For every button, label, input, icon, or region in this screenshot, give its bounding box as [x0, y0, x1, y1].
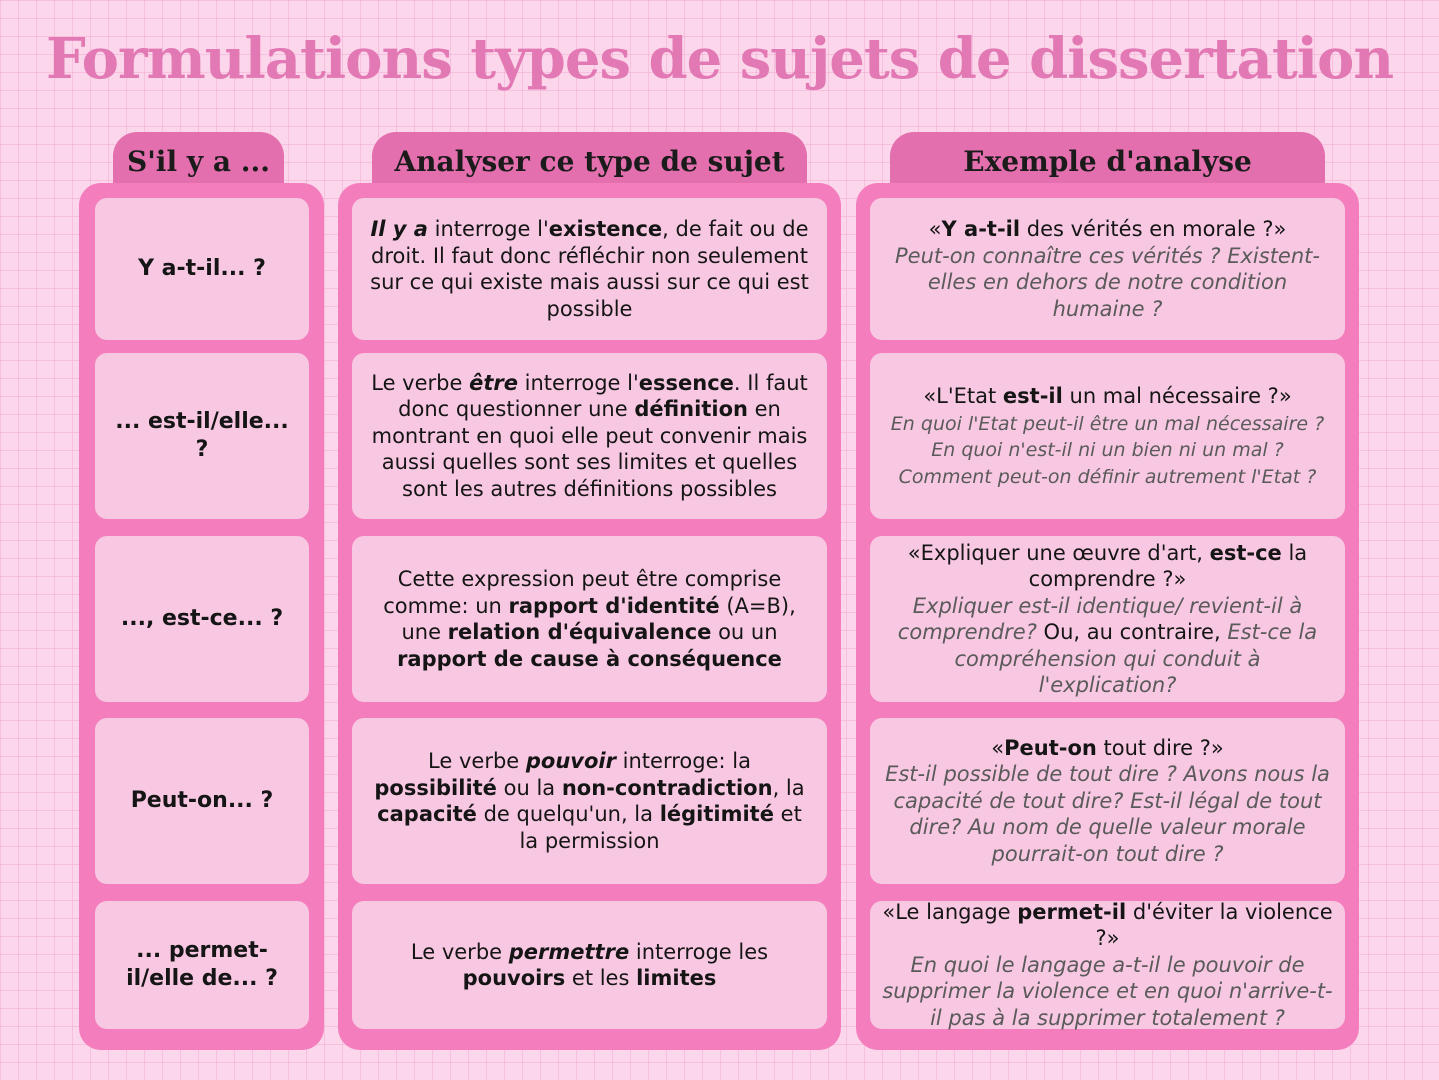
analyse-cell-essence	[352, 353, 827, 519]
sujet-text: ... permet-il/elle de... ?	[126, 938, 278, 991]
sujet-text: Y a-t-il... ?	[138, 256, 266, 281]
sujet-text: Peut-on... ?	[130, 788, 274, 813]
exemple-text: «Expliquer une œuvre d'art, est-ce la comprendre ?» Expliquer est-il identique/ revient-il à comprendre? Ou, au contraire, Est-ce la compréhension qui conduit à l'explication?	[897, 540, 1318, 697]
analyse-text: Cette expression peut être comprise comme: un rapport d'identité (A=B), une relation d'équivalence ou un rapport de cause à conséquence	[383, 567, 796, 671]
column-header-exemple-label: Exemple d'analyse	[963, 144, 1252, 178]
analyse-text: Le verbe pouvoir interroge: la possibilité ou la non-contradiction, la capacité de quelqu'un, la légitimité et la permission	[374, 749, 805, 853]
exemple-text: «Y a-t-il des vérités en morale ?» Peut-on connaître ces vérités ? Existent-elles en dehors de notre condition humaine ?	[895, 217, 1320, 321]
exemple-text: «Le langage permet-il d'éviter la violence ?» En quoi le langage a-t-il le pouvoir de supprimer la violence et en quoi n'arrive-t-il pas à la supprimer totalement ?	[882, 899, 1333, 1030]
column-header-exemple	[890, 132, 1325, 190]
sujet-text: ..., est-ce... ?	[120, 606, 284, 631]
exemple-cell-oeuvre-art	[870, 536, 1345, 702]
analyse-text: Le verbe permettre interroge les pouvoirs et les limites	[410, 939, 769, 990]
analyse-cell-permettre	[352, 901, 827, 1029]
column-header-analyse-label: Analyser ce type de sujet	[394, 144, 785, 178]
analyse-text: Le verbe être interroge l'essence. Il faut donc questionner une définition en montrant en quoi elle peut convenir mais aussi quelles sont ses limites et quelles sont les autres définitions possibles	[371, 370, 808, 501]
exemple-cell-etat-mal	[870, 353, 1345, 519]
exemple-text: «Peut-on tout dire ?» Est-il possible de tout dire ? Avons nous la capacité de tout dire? Est-il légal de tout dire? Au nom de quelle valeur morale pourrait-on tout dire ?	[885, 735, 1330, 866]
page-title: Formulations types de sujets de dissertation	[45, 26, 1394, 92]
analyse-cell-pouvoir	[352, 718, 827, 884]
analyse-cell-identite	[352, 536, 827, 702]
exemple-text: «L'Etat est-il un mal nécessaire ?» En quoi l'Etat peut-il être un mal nécessaire ? En quoi n'est-il ni un bien ni un mal ? Comment peut-on définir autrement l'Etat ?	[890, 384, 1325, 488]
column-header-analyse	[372, 132, 807, 190]
sujet-text: ... est-il/elle... ?	[115, 409, 289, 462]
sujet-cell-peut-on	[95, 718, 309, 884]
exemple-cell-tout-dire	[870, 718, 1345, 884]
sujet-cell-est-ce	[95, 536, 309, 702]
column-header-sujet-label: S'il y a ...	[127, 144, 270, 178]
sujet-cell-est-il-elle	[95, 353, 309, 519]
sujet-cell-y-a-t-il	[95, 198, 309, 340]
analyse-text: Il y a interroge l'existence, de fait ou de droit. Il faut donc réfléchir non seulement sur ce qui existe mais aussi sur ce qui est possible	[370, 217, 809, 321]
exemple-cell-verites-morale	[870, 198, 1345, 340]
exemple-cell-langage	[870, 901, 1345, 1029]
analyse-cell-existence	[352, 198, 827, 340]
sujet-cell-permet	[95, 901, 309, 1029]
column-header-sujet	[113, 132, 284, 190]
